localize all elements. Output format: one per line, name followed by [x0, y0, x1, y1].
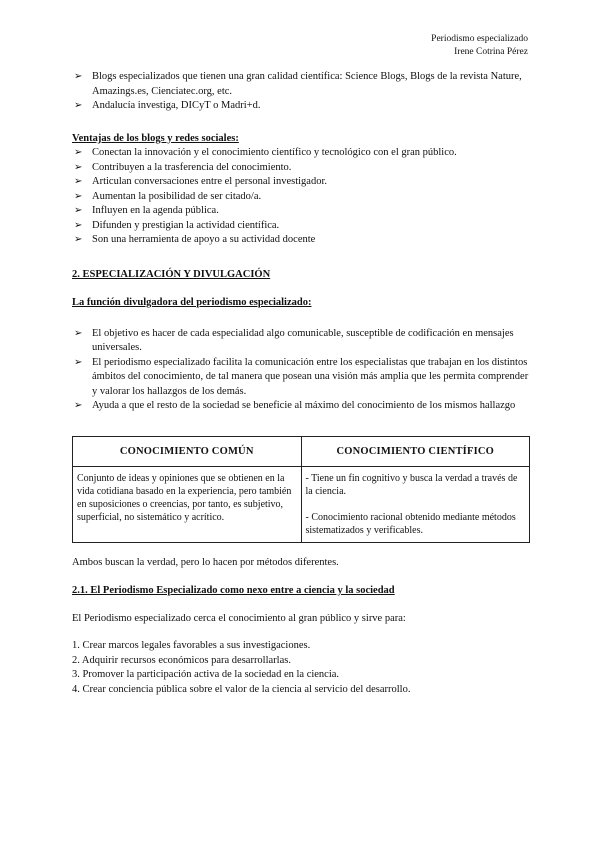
divulgacion-list — [72, 327, 530, 414]
list-item: 4. Crear conciencia pública sobre el valor de la ciencia al servicio del desarrollo. — [72, 683, 411, 695]
list-item: ➢ El periodismo especializado facilita la comunicación entre los especialistas que trabajan en los distintos ámbitos del conocimiento, de tal manera que posean una visión más amplia que les permita comprender y valorar los hallazgos de los demás. — [72, 356, 530, 400]
list-item: 2. Adquirir recursos económicos para desarrollarlas. — [72, 654, 291, 666]
ventajas-section — [72, 132, 530, 248]
header-author: Irene Cotrina Pérez — [454, 47, 528, 57]
list-item: ➢ Andalucía investiga, DICyT o Madri+d. — [72, 99, 530, 114]
list-item: ➢ Articulan conversaciones entre el personal investigador. — [72, 175, 530, 190]
list-item: ➢ Conectan la innovación y el conocimiento científico y tecnológico con el gran público. — [72, 146, 530, 161]
section-2-subheading: La función divulgadora del periodismo especializado: — [72, 297, 312, 308]
list-item: 3. Promover la participación activa de la sociedad en la ciencia. — [72, 669, 340, 680]
table-header-scientific: CONOCIMIENTO CIENTÍFICO — [301, 436, 530, 466]
list-item: ➢ Blogs especializados que tienen una gran calidad científica: Science Blogs, Blogs de la revista Nature, Amazings.es, Cienciatec.org, etc. — [72, 70, 530, 99]
list-item: ➢ Influyen en la agenda pública. — [72, 204, 530, 219]
ventajas-list — [72, 146, 530, 248]
section-2-1-title: 2.1. El Periodismo Especializado como nexo entre a ciencia y la sociedad — [72, 585, 395, 596]
table-row — [73, 466, 530, 542]
table-conclusion: Ambos buscan la verdad, pero lo hacen por métodos diferentes. — [72, 556, 339, 568]
table-header-common: CONOCIMIENTO COMÚN — [73, 436, 302, 466]
list-item: ➢ El objetivo es hacer de cada especialidad algo comunicable, susceptible de codificación en mensajes universales. — [72, 327, 530, 356]
header-subject: Periodismo especializado — [431, 34, 528, 44]
section-2-1-intro: El Periodismo especializado cerca el conocimiento al gran público y sirve para: — [72, 612, 406, 624]
table-cell-common: Conjunto de ideas y opiniones que se obtienen en la vida cotidiana basado en la experiencia, pero también en suposiciones o creencias, por tanto, es subjetivo, superficial, no sistemático y acrítico. — [73, 466, 302, 542]
section-2 — [72, 268, 530, 414]
top-bullet-list — [72, 70, 530, 114]
section-2-title: 2. ESPECIALIZACIÓN Y DIVULGACIÓN — [72, 268, 271, 280]
section-2-1 — [72, 584, 530, 697]
list-item: ➢ Aumentan la posibilidad de ser citado/a. — [72, 190, 530, 205]
page-content — [72, 70, 530, 697]
list-item: 1. Crear marcos legales favorables a sus investigaciones. — [72, 640, 311, 651]
numbered-list — [72, 639, 530, 697]
comparison-table — [72, 436, 530, 543]
list-item: ➢ Contribuyen a la trasferencia del conocimiento. — [72, 161, 530, 176]
ventajas-heading: Ventajas de los blogs y redes sociales: — [72, 132, 239, 144]
list-item: ➢ Ayuda a que el resto de la sociedad se beneficie al máximo del conocimiento de los mismos hallazgo — [72, 399, 530, 414]
table-cell-scientific: - Tiene un fin cognitivo y busca la verdad a través de la ciencia. - Conocimiento racional obtenido mediante métodos sistematizados y verificables. — [301, 466, 530, 542]
list-item: ➢ Son una herramienta de apoyo a su actividad docente — [72, 233, 530, 248]
page-header — [431, 33, 528, 59]
list-item: ➢ Difunden y prestigian la actividad científica. — [72, 219, 530, 234]
